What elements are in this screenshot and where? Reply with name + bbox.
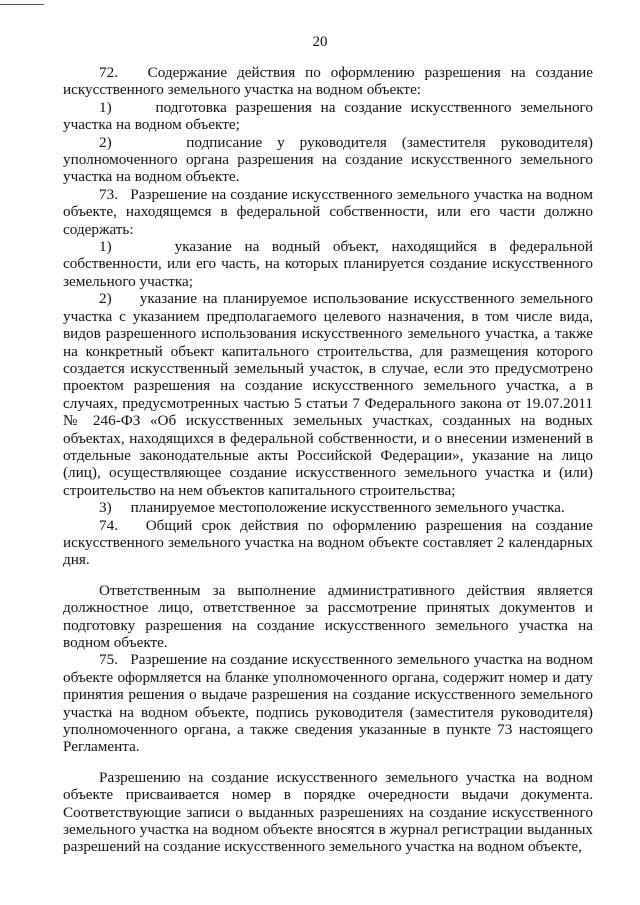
paragraph-registration: Разрешению на создание искусственного земельного участка на водном объекте присваивается номер в порядке очередности выдачи документа. Соответствующие записи о выданных разрешениях на создание искусственного земельного участка на водном объекте вносятся в журнал регистрации выданных разрешений на создание искусственного земельного участка на водном объекте, xyxy=(63,768,593,856)
list-item-73-3: 3) планируемое местоположение искусственного земельного участка. xyxy=(99,499,565,517)
paragraph-responsible: Ответственным за выполнение административного действия является должностное лицо, ответственное за рассмотрение принятых документов и подготовку разрешения на создание искусственного земельного участка на водном объекте. xyxy=(63,581,593,651)
list-item-73-1: 1) указание на водный объект, находящийся в федеральной собственности, или его часть, на которых планируется создание искусственного земельного участка; xyxy=(63,238,593,290)
paragraph-74: 74. Общий срок действия по оформлению разрешения на создание искусственного земельного участка на водном объекте составляет 2 календарных дня. xyxy=(63,516,593,569)
paragraph-72: 72. Содержание действия по оформлению разрешения на создание искусственного земельного участка на водном объекте: xyxy=(63,64,593,99)
document-body xyxy=(63,64,593,856)
list-item-72-1: 1) подготовка разрешения на создание искусственного земельного участка на водном объекте; xyxy=(63,98,593,134)
paragraph-73: 73. Разрешение на создание искусственного земельного участка на водном объекте, находящемся в федеральной собственности, или его части должно содержать: xyxy=(63,185,593,238)
scan-corner-mark xyxy=(0,4,44,5)
list-item-72-2: 2) подписание у руководителя (заместителя руководителя) уполномоченного органа разрешения на создание искусственного земельного участка на водном объекте. xyxy=(63,133,593,186)
paragraph-75: 75. Разрешение на создание искусственного земельного участка на водном объекте оформляется на бланке уполномоченного органа, содержит номер и дату принятия решения о выдаче разрешения на создание искусственного земельного участка на водном объекте, подпись руководителя (заместителя руководителя) уполномоченного органа, а также сведения указанные в пункте 73 настоящего Регламента. xyxy=(63,651,593,756)
page-number: 20 xyxy=(312,34,328,50)
list-item-73-2: 2) указание на планируемое использование искусственного земельного участка с указанием предполагаемого целевого назначения, в том числе вида, видов разрешенного использования искусственного земельного участка, а также на конкретный объект капитального строительства, для размещения которого создается искусственный земельный участок, в случае, если это предусмотрено проектом разрешения на создание искусственного земельного участка, а в случаях, предусмотренных частью 5 статьи 7 Федерального закона от 19.07.2011 № 246-ФЗ «Об искусственных земельных участках, созданных на водных объектах, находящихся в федеральной собственности, и о внесении изменений в отдельные законодательные акты Российской Федерации», указание на лицо (лиц), осуществляющее создание искусственного земельного участка и (или) строительство на нем объектов капитального строительства; xyxy=(63,290,593,499)
